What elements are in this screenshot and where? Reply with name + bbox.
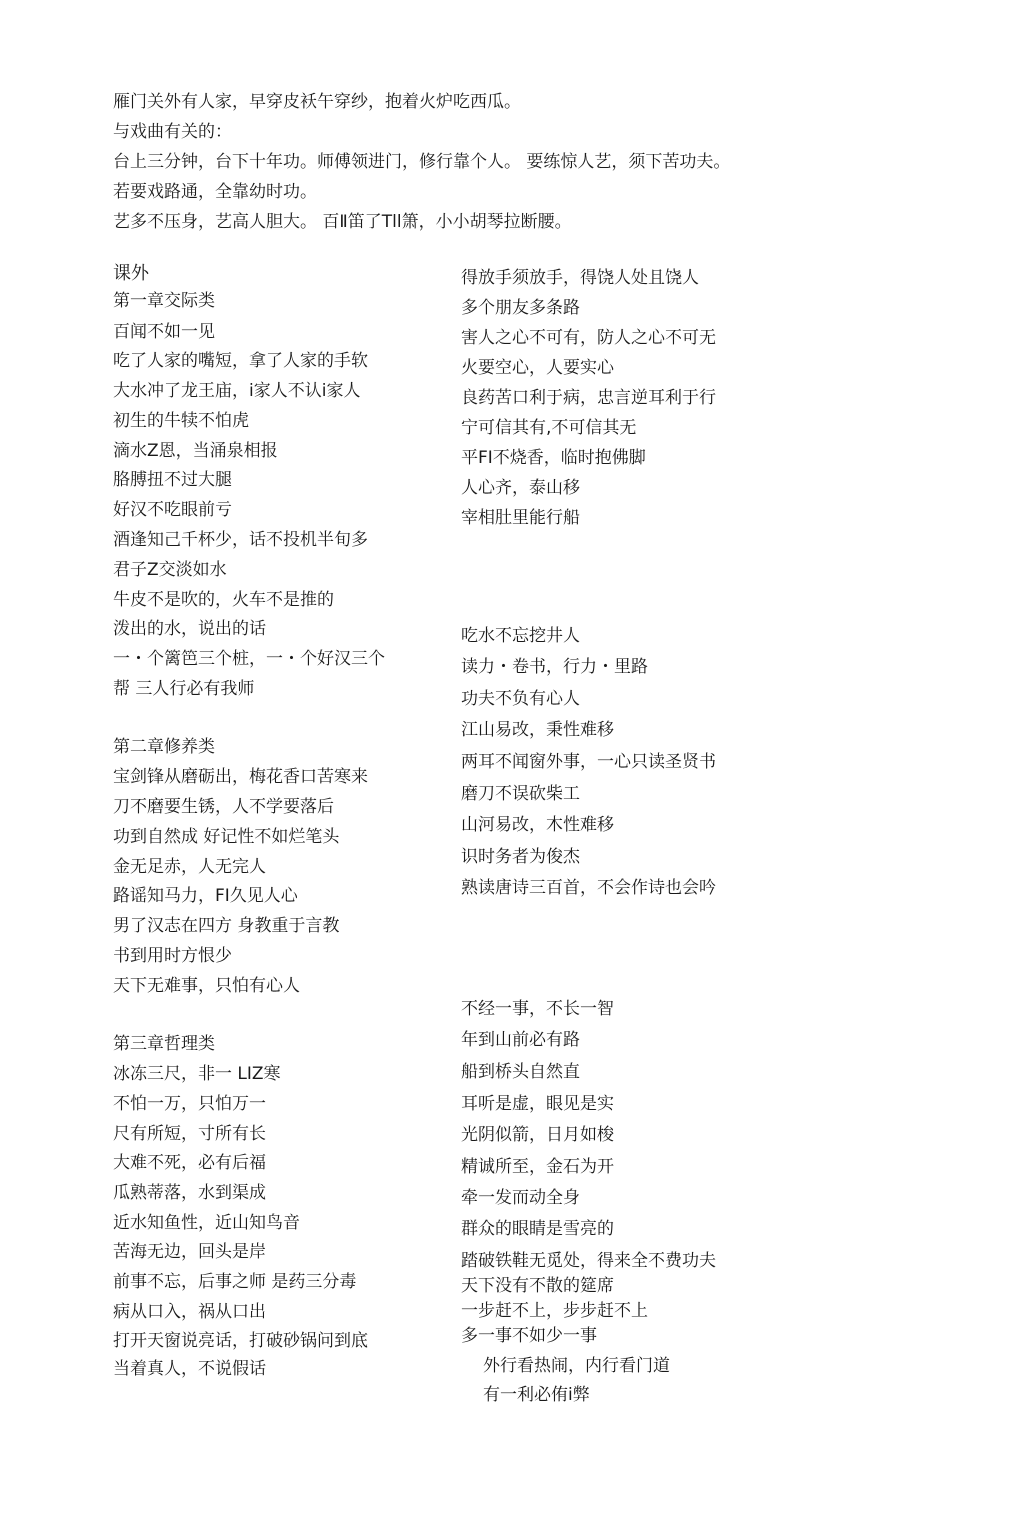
top-line: 若要戏路通，全靠幼时功。 — [113, 182, 317, 202]
proverb-line: 胳膊扭不过大腿 — [113, 470, 232, 490]
proverb-line: 刀不磨要生锈，人不学要落后 — [113, 797, 334, 817]
proverb-line: 初生的牛犊不怕虎 — [113, 411, 249, 431]
proverb-line: 天下没有不散的筵席 — [461, 1276, 614, 1296]
proverb-line: 群众的眼睛是雪亮的 — [461, 1219, 614, 1239]
proverb-line: 多个朋友多条路 — [461, 298, 580, 318]
proverb-line: 宰相肚里能行船 — [461, 508, 580, 528]
proverb-line: 近水知鱼性，近山知鸟音 — [113, 1213, 300, 1233]
proverb-line: 牛皮不是吹的，火车不是推的 — [113, 590, 334, 610]
proverb-line: 吃了人家的嘴短，拿了人家的手软 — [113, 351, 368, 371]
proverb-line: 吃水不忘挖井人 — [461, 626, 580, 646]
proverb-line: 金无足赤，人无完人 — [113, 857, 266, 877]
proverb-line: 百闻不如一见 — [113, 322, 215, 342]
top-line: 与戏曲有关的： — [113, 122, 232, 142]
proverb-line: 牵一发而动全身 — [461, 1188, 580, 1208]
proverb-line: 读力・卷书，行力・里路 — [461, 657, 648, 677]
proverb-line: 天下无难事，只怕有心人 — [113, 976, 300, 996]
proverb-line: 精诚所至，金石为开 — [461, 1157, 614, 1177]
proverb-line: 酒逢知己千杯少，话不投机半旬多 — [113, 530, 368, 550]
top-line: 雁门关外有人家，早穿皮袄午穿纱，抱着火炉吃西瓜。 — [113, 92, 521, 112]
chapter-title: 第一章交际类 — [113, 291, 215, 311]
chapter-title: 第二章修养类 — [113, 737, 215, 757]
proverb-line: 平FI不烧香，临时抱佛脚 — [461, 448, 646, 468]
proverb-line: 识时务者为俊杰 — [461, 847, 580, 867]
proverb-line: 山河易改，木性难移 — [461, 815, 614, 835]
proverb-line: 打开天窗说亮话，打破砂锅问到底 — [113, 1331, 368, 1351]
proverb-line: 人心齐，泰山移 — [461, 478, 580, 498]
proverb-line: 滴水Z恩，当涌泉相报 — [113, 441, 278, 461]
proverb-line: 光阴似箭，日月如梭 — [461, 1125, 614, 1145]
proverb-line: 不怕一万，只怕万一 — [113, 1094, 266, 1114]
proverb-line: 好汉不吃眼前亏 — [113, 500, 232, 520]
chapter-title: 第三章哲理类 — [113, 1034, 215, 1054]
proverb-line: 前事不忘，后事之师 是药三分毒 — [113, 1272, 357, 1292]
proverb-line: 路谣知马力，FI久见人心 — [113, 886, 298, 906]
proverb-line: 多一事不如少一事 — [461, 1326, 597, 1346]
proverb-line: 帮 三人行必有我师 — [113, 679, 255, 699]
proverb-line: 功到自然成 好记性不如烂笔头 — [113, 827, 340, 847]
proverb-line: 熟读唐诗三百首，不会作诗也会吟 — [461, 878, 716, 898]
proverb-line: 磨刀不误砍柴工 — [461, 784, 580, 804]
proverb-line: 书到用时方恨少 — [113, 946, 232, 966]
proverb-line: 瓜熟蒂落，水到渠成 — [113, 1183, 266, 1203]
proverb-line: 江山易改，秉性难移 — [461, 720, 614, 740]
proverb-line: 害人之心不可有，防人之心不可无 — [461, 328, 716, 348]
proverb-line: 功夫不负有心人 — [461, 689, 580, 709]
proverb-line: 君子Z交淡如水 — [113, 560, 227, 580]
proverb-line: 大难不死，必有后福 — [113, 1153, 266, 1173]
proverb-line: 泼出的水，说出的话 — [113, 619, 266, 639]
proverb-line: 火要空心，人要实心 — [461, 358, 614, 378]
proverb-line: 一・个篱笆三个桩，一・个好汉三个 — [113, 649, 385, 669]
proverb-line: 病从口入，祸从口出 — [113, 1302, 266, 1322]
proverb-line-indented: 外行看热闹，内行看门道 — [483, 1356, 670, 1376]
proverb-line: 良药苦口利于病，忠言逆耳利于行 — [461, 388, 716, 408]
proverb-line: 船到桥头自然直 — [461, 1062, 580, 1082]
proverb-line: 尺有所短，寸所有长 — [113, 1124, 266, 1144]
proverb-line: 大水冲了龙王庙，i家人不认i家人 — [113, 381, 361, 401]
proverb-line: 不经一事，不长一智 — [461, 999, 614, 1019]
top-line: 台上三分钟，台下十年功。师傅领进门，修行靠个人。 要练惊人艺，须下苦功夫。 — [113, 152, 731, 172]
section-heading: 课外 — [113, 263, 149, 284]
proverb-line: 得放手须放手，得饶人处且饶人 — [461, 268, 699, 288]
top-line: 艺多不压身，艺高人胆大。 百Ⅱ笛了Tll箫，小小胡琴拉断腰。 — [113, 212, 572, 232]
proverb-line: 一步赶不上，步步赶不上 — [461, 1301, 648, 1321]
proverb-line: 踏破铁鞋无觅处，得来全不费功夫 — [461, 1251, 716, 1271]
proverb-line: 苦海无边，回头是岸 — [113, 1242, 266, 1262]
proverb-line: 两耳不闻窗外事，一心只读圣贤书 — [461, 752, 716, 772]
proverb-line: 宁可信其有,不可信其无 — [461, 418, 637, 438]
proverb-line: 男了汉志在四方 身教重于言教 — [113, 916, 340, 936]
proverb-line: 冰冻三尺，非一 LIZ寒 — [113, 1064, 281, 1084]
proverb-line: 耳听是虚，眼见是实 — [461, 1094, 614, 1114]
proverb-line-indented: 有一利必侑i弊 — [483, 1385, 590, 1405]
proverb-line: 年到山前必有路 — [461, 1030, 580, 1050]
proverb-line: 宝剑锋从磨砺出，梅花香口苦寒来 — [113, 767, 368, 787]
proverb-line: 当着真人，不说假话 — [113, 1359, 266, 1379]
